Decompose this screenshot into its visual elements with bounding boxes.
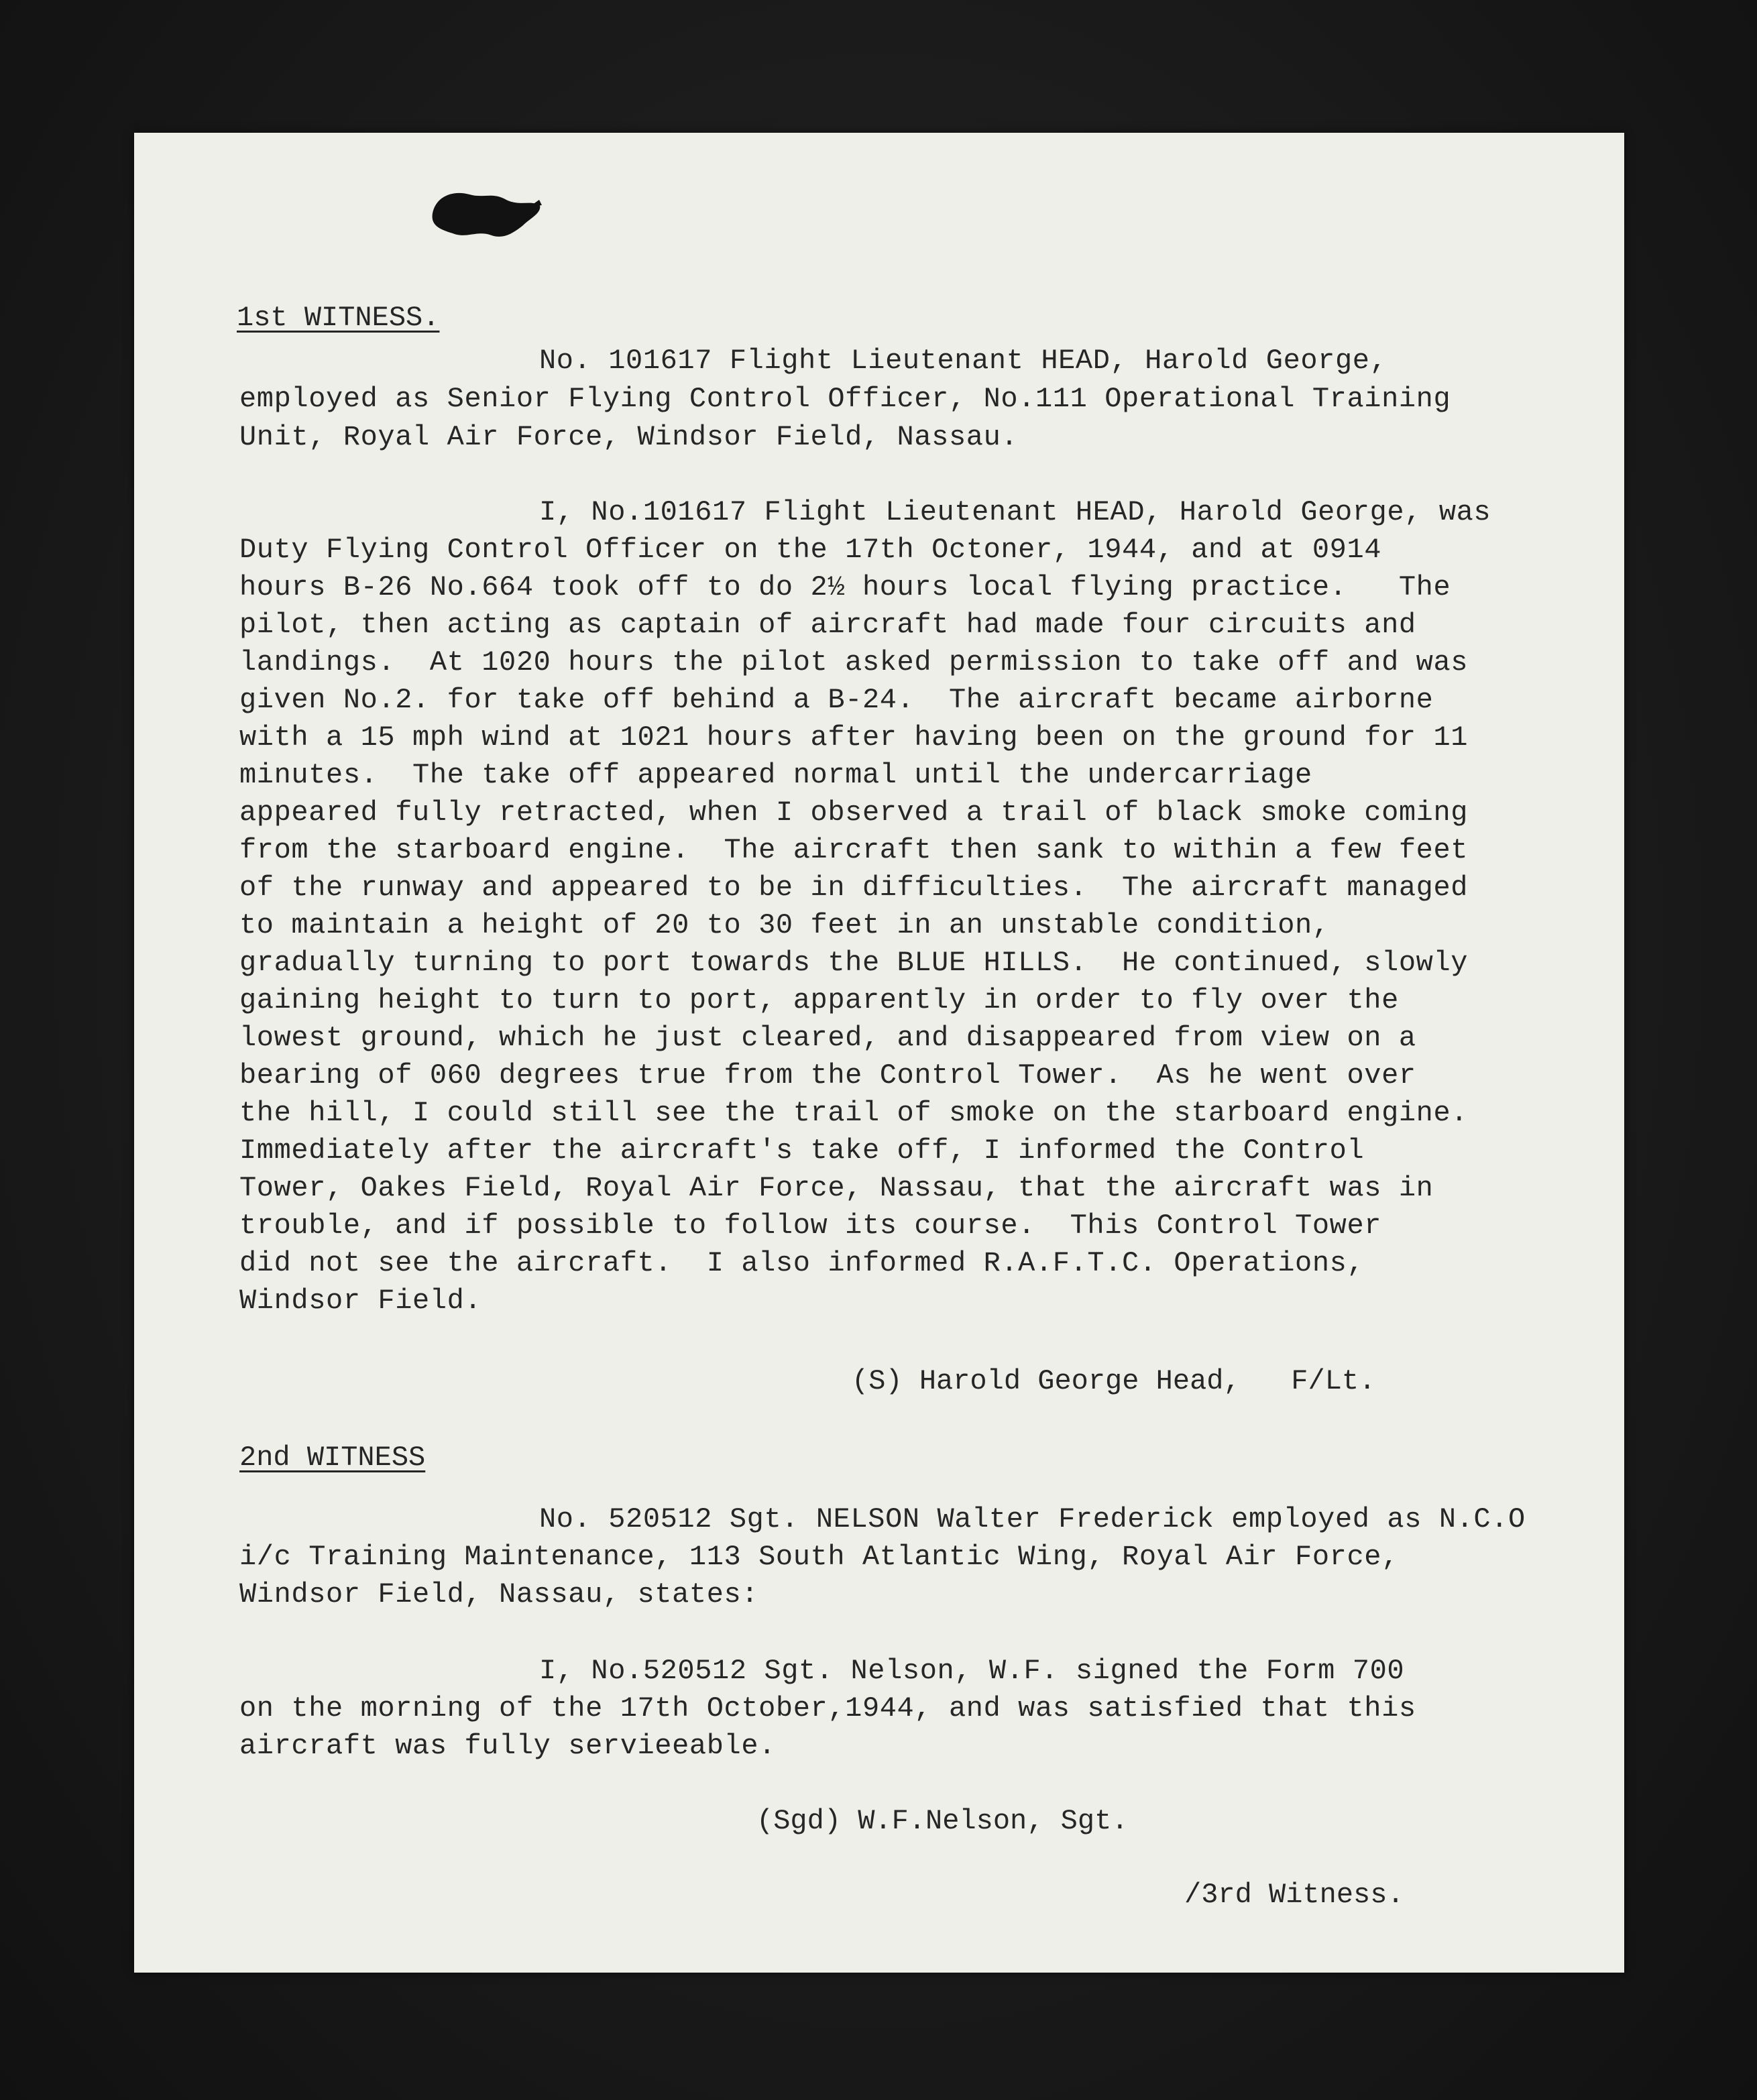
witness-2-heading: 2nd WITNESS [239,1442,426,1474]
witness-1-statement-line: to maintain a height of 20 to 30 feet in an unstable condition, [239,909,1330,941]
witness-1-statement-line: hours B-26 No.664 took off to do 2½ hours local flying practice. The [239,571,1451,603]
witness-1-statement-line: given No.2. for take off behind a B-24. The aircraft became airborne [239,684,1434,716]
witness-2-statement-line: aircraft was fully servieeable. [239,1730,776,1762]
witness-1-statement-line: the hill, I could still see the trail of smoke on the starboard engine. [239,1097,1469,1129]
witness-1-statement-line: Duty Flying Control Officer on the 17th Octoner, 1944, and at 0914 [239,534,1382,566]
witness-1-statement-line: lowest ground, which he just cleared, and disappeared from view on a [239,1022,1416,1054]
witness-1-statement-line: from the starboard engine. The aircraft then sank to within a few feet [239,834,1469,866]
witness-1-statement-line: gradually turning to port towards the BLUE HILLS. He continued, slowly [239,947,1469,979]
witness-1-statement-line: Immediately after the aircraft's take off, I informed the Control [239,1134,1365,1167]
witness-1-statement-line: bearing of 060 degrees true from the Control Tower. As he went over [239,1059,1416,1092]
witness-1-statement-line: Tower, Oakes Field, Royal Air Force, Nassau, that the aircraft was in [239,1172,1434,1204]
witness-1-intro-line: Unit, Royal Air Force, Windsor Field, Nassau. [239,421,1019,453]
witness-1-statement-line: did not see the aircraft. I also informed R.A.F.T.C. Operations, [239,1247,1365,1279]
witness-1-heading: 1st WITNESS. [237,302,440,334]
continuation-note: /3rd Witness. [1184,1879,1404,1911]
witness-1-statement-line: I, No.101617 Flight Lieutenant HEAD, Harold George, was [539,496,1491,528]
torn-hole-mark [429,186,543,247]
witness-2-statement-line: I, No.520512 Sgt. Nelson, W.F. signed the Form 700 [539,1655,1405,1687]
witness-1-statement-line: appeared fully retracted, when I observed a trail of black smoke coming [239,797,1469,829]
witness-1-intro-line: employed as Senior Flying Control Officer, No.111 Operational Training [239,383,1451,415]
witness-1-statement-line: minutes. The take off appeared normal until the undercarriage [239,759,1312,791]
witness-2-statement-line: on the morning of the 17th October,1944, and was satisfied that this [239,1692,1416,1725]
witness-1-statement-line: Windsor Field. [239,1285,482,1317]
witness-1-statement-line: with a 15 mph wind at 1021 hours after having been on the ground for 11 [239,721,1469,754]
witness-1-statement-line: trouble, and if possible to follow its course. This Control Tower [239,1210,1382,1242]
witness-2-intro-line: No. 520512 Sgt. NELSON Walter Frederick employed as N.C.O [539,1503,1526,1535]
witness-1-statement-line: gaining height to turn to port, apparently in order to fly over the [239,984,1399,1016]
typed-statement-page [134,133,1624,1973]
witness-2-intro-line: i/c Training Maintenance, 113 South Atlantic Wing, Royal Air Force, [239,1541,1399,1573]
witness-2-intro-line: Windsor Field, Nassau, states: [239,1578,759,1611]
witness-1-statement-line: pilot, then acting as captain of aircraft had made four circuits and [239,609,1416,641]
witness-1-statement-line: of the runway and appeared to be in difficulties. The aircraft managed [239,872,1469,904]
witness-1-signature: (S) Harold George Head, F/Lt. [852,1365,1376,1397]
witness-2-signature: (Sgd) W.F.Nelson, Sgt. [756,1805,1129,1837]
witness-1-intro-line: No. 101617 Flight Lieutenant HEAD, Harold George, [539,345,1387,377]
witness-1-statement-line: landings. At 1020 hours the pilot asked permission to take off and was [239,646,1469,679]
